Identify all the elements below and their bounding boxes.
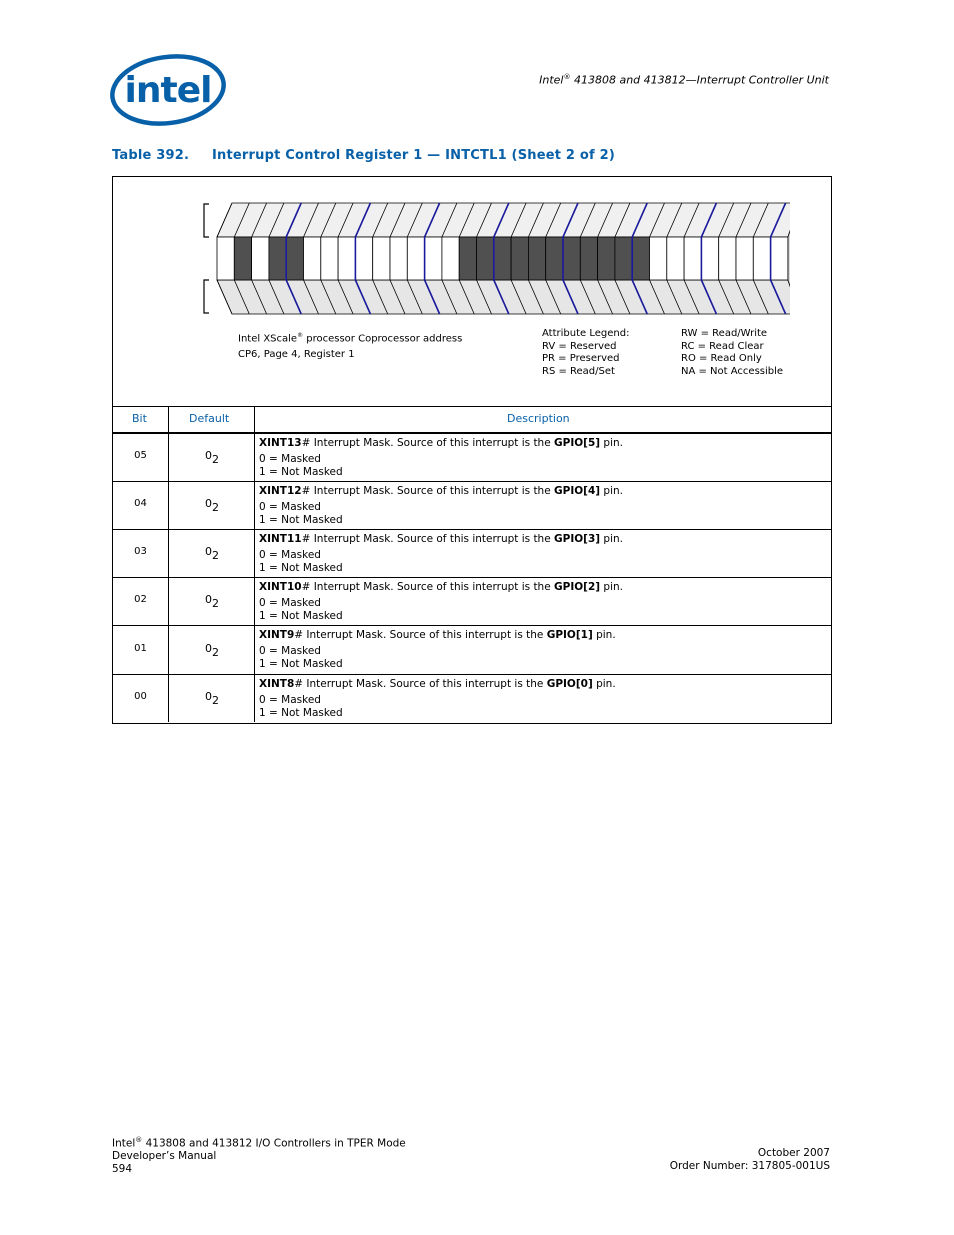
register-bit-cell — [546, 237, 563, 280]
register-bit-cell — [390, 237, 407, 280]
default-cell: $0_2$ — [205, 449, 219, 466]
table-row — [113, 578, 831, 626]
register-bit-cell — [580, 237, 597, 280]
page-number: 594 — [112, 1162, 133, 1175]
register-bit-cell — [373, 237, 390, 280]
register-bit-cell — [304, 237, 321, 280]
column-header-default: Default — [189, 412, 230, 425]
register-bit-cell — [528, 237, 545, 280]
table-row — [113, 434, 831, 482]
footer-left: Intel® 413808 and 413812 I/O Controllers in TPER Mode Developer’s Manual 594 — [112, 1136, 406, 1175]
register-bit-cell — [442, 237, 459, 280]
register-bit-cell — [459, 237, 476, 280]
table-row — [113, 530, 831, 578]
bracket-top — [204, 204, 209, 237]
description-cell: XINT12# Interrupt Mask. Source of this interrupt is the GPIO[4] pin. 0 = Masked 1 = Not Masked — [259, 485, 623, 526]
bit-cell: 01 — [134, 643, 147, 654]
register-bit-cell — [477, 237, 494, 280]
bit-cell: 04 — [134, 498, 147, 509]
attribute-legend-right: RW = Read/Write RC = Read Clear RO = Read Only NA = Not Accessible — [681, 328, 784, 378]
default-cell: $0_2$ — [205, 545, 219, 562]
running-header: Intel® 413808 and 413812—Interrupt Controller Unit — [539, 73, 829, 87]
register-bit-cell — [719, 237, 736, 280]
description-cell: XINT9# Interrupt Mask. Source of this interrupt is the GPIO[1] pin. 0 = Masked 1 = Not Masked — [259, 629, 616, 670]
register-bit-cell — [355, 237, 372, 280]
description-cell: XINT10# Interrupt Mask. Source of this interrupt is the GPIO[2] pin. 0 = Masked 1 = Not Masked — [259, 581, 623, 622]
register-bit-diagram — [200, 200, 790, 320]
register-bit-cell — [667, 237, 684, 280]
register-bit-cell — [753, 237, 770, 280]
register-bit-cell — [771, 237, 788, 280]
publication-date: October 2007 — [757, 1147, 830, 1159]
register-bit-cell — [407, 237, 424, 280]
register-bit-cell — [321, 237, 338, 280]
register-bit-cell — [269, 237, 286, 280]
table-row — [113, 482, 831, 530]
table-title: Interrupt Control Register 1 — INTCTL1 (Sheet 2 of 2) — [212, 148, 615, 163]
register-bit-cell — [252, 237, 269, 280]
register-bit-cell — [511, 237, 528, 280]
default-cell: $0_2$ — [205, 642, 219, 659]
default-cell: $0_2$ — [205, 497, 219, 514]
bit-cell: 03 — [134, 546, 147, 557]
register-bit-cell — [338, 237, 355, 280]
table-number: Table 392. — [112, 148, 190, 163]
register-bit-cell — [701, 237, 718, 280]
intel-logo-text: intel — [124, 70, 212, 111]
register-bit-cell — [736, 237, 753, 280]
register-bit-cell — [598, 237, 615, 280]
table-caption — [112, 148, 615, 163]
register-bit-cell — [494, 237, 511, 280]
bracket-bottom — [204, 280, 209, 313]
register-bit-cell — [286, 237, 303, 280]
register-bit-cell — [425, 237, 442, 280]
intel-logo — [108, 50, 228, 128]
description-cell: XINT8# Interrupt Mask. Source of this interrupt is the GPIO[0] pin. 0 = Masked 1 = Not Masked — [259, 678, 616, 719]
bit-cell: 05 — [134, 450, 147, 461]
table-row — [113, 626, 831, 675]
coprocessor-address: Intel XScale® processor Coprocessor address CP6, Page 4, Register 1 — [238, 332, 463, 361]
register-bit-cell — [684, 237, 701, 280]
register-bit-cell — [563, 237, 580, 280]
table-row — [113, 675, 831, 721]
attribute-legend-left: Attribute Legend: RV = Reserved PR = Preserved RS = Read/Set — [542, 328, 630, 378]
order-number: Order Number: 317805-001US — [669, 1159, 830, 1172]
register-bit-cell — [234, 237, 251, 280]
column-header-description: Description — [507, 412, 570, 425]
register-bit-cell — [615, 237, 632, 280]
table-header — [113, 406, 831, 433]
column-header-bit: Bit — [132, 412, 147, 425]
register-bit-cell — [650, 237, 667, 280]
footer-right — [670, 1147, 830, 1172]
register-bit-cell — [632, 237, 649, 280]
default-cell: $0_2$ — [205, 593, 219, 610]
description-cell: XINT11# Interrupt Mask. Source of this interrupt is the GPIO[3] pin. 0 = Masked 1 = Not Masked — [259, 533, 623, 574]
description-cell: XINT13# Interrupt Mask. Source of this interrupt is the GPIO[5] pin. 0 = Masked 1 = Not Masked — [259, 437, 623, 478]
bit-cell: 02 — [134, 594, 147, 605]
register-bit-cell — [217, 237, 234, 280]
default-cell: $0_2$ — [205, 690, 219, 707]
bit-cell: 00 — [134, 691, 147, 702]
